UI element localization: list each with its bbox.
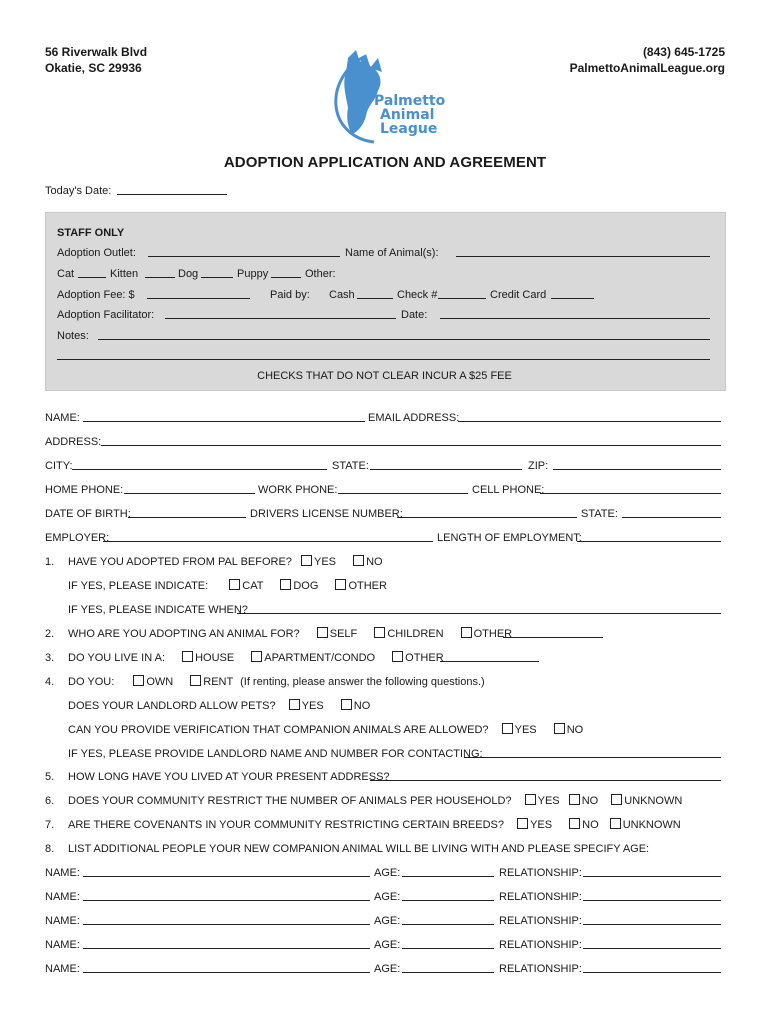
q4-text: DO YOU:	[68, 676, 115, 688]
q4-landlord-no-option[interactable]	[341, 700, 371, 712]
cat-count-field[interactable]	[78, 277, 106, 278]
q1-dog-label: DOG	[293, 580, 319, 592]
q4-rent-note: (If renting, please answer the following questions.)	[240, 676, 485, 688]
employer-field[interactable]	[103, 541, 433, 542]
question-3	[45, 651, 444, 665]
q1-text: HAVE YOU ADOPTED FROM PAL BEFORE?	[68, 556, 292, 568]
zip-field[interactable]	[553, 469, 721, 470]
q7-unknown-checkbox[interactable]	[610, 818, 621, 829]
q1-indicate-label: IF YES, PLEASE INDICATE:	[68, 580, 209, 592]
q2-other-option[interactable]	[461, 628, 513, 640]
q2-children-option[interactable]	[374, 628, 443, 640]
name-label: NAME:	[45, 412, 80, 424]
q4-verify-no-option[interactable]	[554, 724, 584, 736]
q4-landlord-yes-option[interactable]	[289, 700, 324, 712]
q1-other-label: OTHER	[348, 580, 387, 592]
paid-by-label: Paid by:	[270, 289, 310, 301]
q1-dog-option[interactable]	[280, 580, 318, 592]
q1-cat-checkbox[interactable]	[229, 579, 240, 590]
adoption-outlet-label: Adoption Outlet:	[57, 247, 136, 259]
q4-landlord-row	[68, 699, 370, 713]
household-age-label: AGE:	[374, 963, 401, 975]
q7-no-label: NO	[582, 819, 599, 831]
other-animal-label: Other:	[305, 268, 336, 280]
q4-verify-no-label: NO	[566, 724, 584, 736]
q4-verify-yes-label: YES	[514, 724, 537, 736]
city-label: CITY:	[45, 460, 73, 472]
q4-rent-checkbox[interactable]	[190, 675, 201, 686]
license-state-label: STATE:	[581, 508, 618, 520]
q7-yes-option[interactable]	[517, 819, 552, 831]
staff-date-label: Date:	[401, 309, 428, 321]
household-age-field[interactable]	[402, 948, 494, 949]
q2-other-field[interactable]	[503, 637, 603, 638]
q3-other-field[interactable]	[440, 661, 539, 662]
q2-other-label: OTHER	[473, 628, 513, 640]
license-label: DRIVERS LICENSE NUMBER:	[250, 508, 403, 520]
q2-other-checkbox[interactable]	[461, 627, 472, 638]
state-field[interactable]	[370, 469, 522, 470]
q4-own-checkbox[interactable]	[133, 675, 144, 686]
q3-other-checkbox[interactable]	[392, 651, 403, 662]
name-field[interactable]	[83, 421, 365, 422]
employment-length-field[interactable]	[577, 541, 721, 542]
household-name-field[interactable]	[83, 876, 370, 877]
email-label: EMAIL ADDRESS:	[368, 412, 460, 424]
staff-only-box	[45, 212, 726, 391]
work-phone-field[interactable]	[338, 493, 468, 494]
work-phone-label: WORK PHONE:	[258, 484, 338, 496]
q8-number: 8.	[45, 843, 55, 855]
q4-verify-no-checkbox[interactable]	[554, 723, 565, 734]
household-relationship-field[interactable]	[583, 900, 721, 901]
logo-word-2: Animal	[380, 107, 435, 123]
cash-field[interactable]	[357, 298, 393, 299]
credit-card-field[interactable]	[551, 298, 594, 299]
address-line-2: Okatie, SC 29936	[45, 61, 142, 75]
zip-label: ZIP:	[528, 460, 549, 472]
q1-yes-label: YES	[313, 556, 336, 568]
question-5	[45, 770, 390, 784]
q1-no-option[interactable]	[353, 556, 383, 568]
dob-field[interactable]	[128, 517, 246, 518]
q4-landlord-no-label: NO	[353, 700, 371, 712]
household-relationship-label: RELATIONSHIP:	[499, 963, 582, 975]
q1-cat-label: CAT	[242, 580, 264, 592]
q4-verify-text: CAN YOU PROVIDE VERIFICATION THAT COMPANION ANIMALS ARE ALLOWED?	[68, 724, 489, 736]
household-relationship-label: RELATIONSHIP:	[499, 915, 582, 927]
address-line-1: 56 Riverwalk Blvd	[45, 45, 148, 59]
household-name-label: NAME:	[45, 915, 80, 927]
q1-cat-option[interactable]	[229, 580, 263, 592]
cat-label: Cat	[57, 268, 75, 280]
q6-unknown-checkbox[interactable]	[611, 794, 622, 805]
q3-other-option[interactable]	[392, 652, 444, 664]
puppy-label: Puppy	[237, 268, 269, 280]
question-6	[45, 794, 682, 808]
q5-number: 5.	[45, 771, 55, 783]
notes-label: Notes:	[57, 330, 89, 342]
home-phone-label: HOME PHONE:	[45, 484, 124, 496]
household-name-label: NAME:	[45, 867, 80, 879]
q1-no-label: NO	[366, 556, 383, 568]
q4-landlord-yes-checkbox[interactable]	[289, 699, 300, 710]
household-age-label: AGE:	[374, 939, 401, 951]
cell-phone-label: CELL PHONE:	[472, 484, 545, 496]
address-label: ADDRESS:	[45, 436, 102, 448]
q4-landlord-yes-label: YES	[301, 700, 324, 712]
q4-verify-yes-checkbox[interactable]	[502, 723, 513, 734]
q2-self-option[interactable]	[317, 628, 358, 640]
org-contact	[570, 44, 725, 76]
q6-no-checkbox[interactable]	[569, 794, 580, 805]
credit-card-label: Credit Card	[490, 289, 547, 301]
adoption-outlet-field[interactable]	[148, 256, 340, 257]
household-relationship-label: RELATIONSHIP:	[499, 891, 582, 903]
adoption-fee-field[interactable]	[147, 298, 250, 299]
q6-no-option[interactable]	[569, 795, 599, 807]
logo-text	[374, 94, 445, 136]
todays-date-field[interactable]	[117, 194, 227, 195]
q6-yes-label: YES	[537, 795, 560, 807]
q2-children-checkbox[interactable]	[374, 627, 385, 638]
q7-no-option[interactable]	[569, 819, 599, 831]
kitten-count-field[interactable]	[145, 277, 175, 278]
household-name-label: NAME:	[45, 891, 80, 903]
q7-unknown-label: UNKNOWN	[622, 819, 681, 831]
household-relationship-field[interactable]	[583, 876, 721, 877]
q6-unknown-option[interactable]	[611, 795, 682, 807]
household-relationship-field[interactable]	[583, 972, 721, 973]
household-age-field[interactable]	[402, 972, 494, 973]
q3-text: DO YOU LIVE IN A:	[68, 652, 165, 664]
city-field[interactable]	[72, 469, 327, 470]
q4-own-option[interactable]	[133, 676, 173, 688]
household-name-field[interactable]	[83, 900, 370, 901]
notes-field-line-1[interactable]	[98, 339, 710, 340]
org-address	[45, 44, 147, 76]
q2-text: WHO ARE YOU ADOPTING AN ANIMAL FOR?	[68, 628, 300, 640]
address-field[interactable]	[101, 445, 721, 446]
q6-yes-option[interactable]	[525, 795, 560, 807]
q5-field[interactable]	[370, 780, 721, 781]
household-name-field[interactable]	[83, 948, 370, 949]
q8-text: LIST ADDITIONAL PEOPLE YOUR NEW COMPANION ANIMAL WILL BE LIVING WITH AND PLEASE SPECIFY AGE:	[68, 843, 650, 855]
household-age-label: AGE:	[374, 891, 401, 903]
q1-yes-option[interactable]	[301, 556, 336, 568]
q2-self-checkbox[interactable]	[317, 627, 328, 638]
q3-house-checkbox[interactable]	[182, 651, 193, 662]
q4-verify-yes-option[interactable]	[502, 724, 537, 736]
household-name-label: NAME:	[45, 939, 80, 951]
checks-notice: CHECKS THAT DO NOT CLEAR INCUR A $25 FEE	[257, 370, 512, 382]
q1-when-field[interactable]	[237, 613, 721, 614]
q1-no-checkbox[interactable]	[353, 555, 364, 566]
q4-contact-field[interactable]	[464, 757, 721, 758]
q3-apartment-label: APARTMENT/CONDO	[264, 652, 376, 664]
dog-label: Dog	[178, 268, 199, 280]
q2-number: 2.	[45, 628, 55, 640]
q4-number: 4.	[45, 676, 55, 688]
household-age-label: AGE:	[374, 867, 401, 879]
logo-word-1: Palmetto	[374, 93, 446, 109]
q4-verify-row	[68, 723, 583, 737]
q7-text: ARE THERE COVENANTS IN YOUR COMMUNITY RESTRICTING CERTAIN BREEDS?	[68, 819, 504, 831]
q4-landlord-text: DOES YOUR LANDLORD ALLOW PETS?	[68, 700, 276, 712]
staff-heading: STAFF ONLY	[57, 227, 125, 239]
facilitator-field[interactable]	[165, 318, 396, 319]
facilitator-label: Adoption Facilitator:	[57, 309, 155, 321]
q1-dog-checkbox[interactable]	[280, 579, 291, 590]
q3-number: 3.	[45, 652, 55, 664]
q4-rent-option[interactable]	[190, 676, 233, 688]
puppy-count-field[interactable]	[271, 277, 301, 278]
employment-length-label: LENGTH OF EMPLOYMENT:	[437, 532, 582, 544]
q1-indicate-row	[68, 579, 387, 593]
q5-text: HOW LONG HAVE YOU LIVED AT YOUR PRESENT ADDRESS?	[68, 771, 390, 783]
q6-yes-checkbox[interactable]	[525, 794, 536, 805]
kitten-label: Kitten	[110, 268, 139, 280]
household-age-field[interactable]	[402, 900, 494, 901]
cell-phone-field[interactable]	[540, 493, 721, 494]
q6-text: DOES YOUR COMMUNITY RESTRICT THE NUMBER OF ANIMALS PER HOUSEHOLD?	[68, 795, 512, 807]
question-8	[45, 842, 649, 856]
animal-names-label: Name of Animal(s):	[345, 247, 439, 259]
check-label: Check #	[397, 289, 438, 301]
license-state-field[interactable]	[622, 517, 721, 518]
state-label: STATE:	[332, 460, 369, 472]
check-number-field[interactable]	[438, 298, 486, 299]
q6-no-label: NO	[581, 795, 599, 807]
page-title: ADOPTION APPLICATION AND AGREEMENT	[223, 154, 547, 171]
q2-self-label: SELF	[329, 628, 358, 640]
staff-date-field[interactable]	[440, 318, 710, 319]
question-2	[45, 627, 512, 641]
logo-word-3: League	[380, 121, 438, 137]
q4-contact-label: IF YES, PLEASE PROVIDE LANDLORD NAME AND NUMBER FOR CONTACTING:	[68, 748, 483, 760]
q3-apartment-checkbox[interactable]	[251, 651, 262, 662]
q4-own-label: OWN	[146, 676, 174, 688]
q4-landlord-no-checkbox[interactable]	[341, 699, 352, 710]
q1-number: 1.	[45, 556, 55, 568]
animal-names-field[interactable]	[456, 256, 710, 257]
dog-count-field[interactable]	[201, 277, 233, 278]
household-relationship-field[interactable]	[583, 924, 721, 925]
home-phone-field[interactable]	[124, 493, 255, 494]
household-name-field[interactable]	[83, 924, 370, 925]
q7-yes-checkbox[interactable]	[517, 818, 528, 829]
license-field[interactable]	[397, 517, 577, 518]
adoption-fee-label: Adoption Fee: $	[57, 289, 135, 301]
q1-when-label: IF YES, PLEASE INDICATE WHEN?	[68, 604, 248, 616]
dob-label: DATE OF BIRTH:	[45, 508, 131, 520]
q1-other-option[interactable]	[335, 580, 387, 592]
employer-label: EMPLOYER:	[45, 532, 110, 544]
email-field[interactable]	[458, 421, 721, 422]
question-1	[45, 555, 383, 569]
q4-rent-label: RENT	[203, 676, 234, 688]
notes-field-line-2[interactable]	[57, 359, 710, 360]
q3-house-label: HOUSE	[195, 652, 235, 664]
question-7	[45, 818, 681, 832]
q2-children-label: CHILDREN	[387, 628, 444, 640]
cash-label: Cash	[329, 289, 355, 301]
org-phone: (843) 645-1725	[642, 45, 725, 59]
q1-yes-checkbox[interactable]	[301, 555, 312, 566]
household-relationship-label: RELATIONSHIP:	[499, 939, 582, 951]
q3-other-label: OTHER	[405, 652, 444, 664]
org-website: PalmettoAnimalLeague.org	[569, 61, 725, 75]
household-name-field[interactable]	[83, 972, 370, 973]
q6-number: 6.	[45, 795, 55, 807]
q7-no-checkbox[interactable]	[569, 818, 580, 829]
q1-other-checkbox[interactable]	[335, 579, 346, 590]
q3-house-option[interactable]	[182, 652, 234, 664]
q7-unknown-option[interactable]	[610, 819, 681, 831]
question-4	[45, 675, 485, 689]
household-name-label: NAME:	[45, 963, 80, 975]
household-relationship-label: RELATIONSHIP:	[499, 867, 582, 879]
q7-number: 7.	[45, 819, 55, 831]
pal-logo	[326, 48, 456, 146]
household-relationship-field[interactable]	[583, 948, 721, 949]
household-age-label: AGE:	[374, 915, 401, 927]
household-age-field[interactable]	[402, 924, 494, 925]
todays-date-label: Today's Date:	[45, 185, 112, 197]
household-age-field[interactable]	[402, 876, 494, 877]
q3-apartment-option[interactable]	[251, 652, 375, 664]
q6-unknown-label: UNKNOWN	[624, 795, 683, 807]
q7-yes-label: YES	[530, 819, 553, 831]
